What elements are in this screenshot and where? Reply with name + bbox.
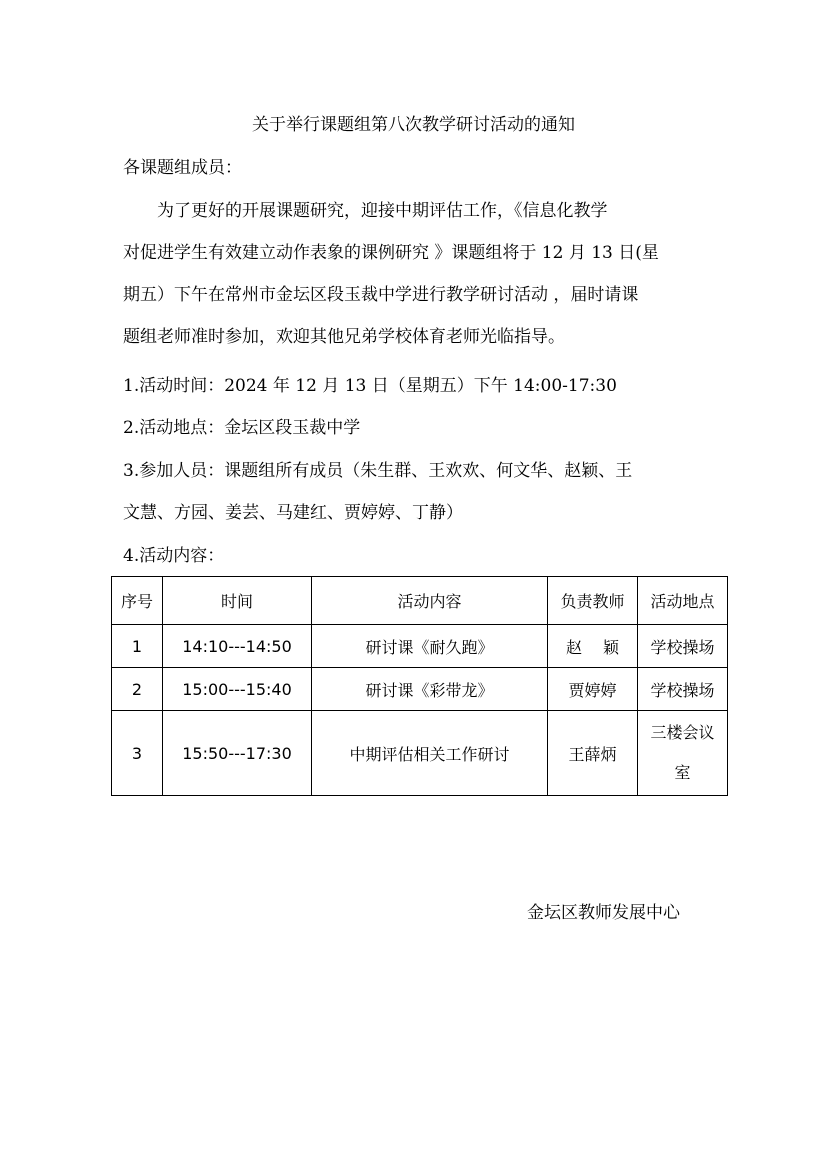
schedule-table: [111, 576, 728, 796]
cell-place: 学校操场: [638, 625, 728, 668]
table-header-row: [112, 577, 728, 625]
participants-line-1: 3.参加人员：课题组所有成员（朱生群、王欢欢、何文华、赵颖、王: [123, 461, 633, 481]
header-teacher: 负责教师: [548, 577, 638, 625]
activity-time: 1.活动时间：2024 年 12 月 13 日（星期五）下午 14:00-17:30: [123, 376, 617, 396]
participants-line-2: 文慧、方园、姜芸、马建红、贾婷婷、丁静）: [123, 503, 463, 523]
cell-no: 1: [112, 625, 163, 668]
activity-place: 2.活动地点：金坛区段玉裁中学: [123, 418, 361, 438]
body-line-1: 为了更好的开展课题研究，迎接中期评估工作，《信息化教学: [123, 201, 608, 221]
header-place: 活动地点: [638, 577, 728, 625]
signature: 金坛区教师发展中心: [527, 903, 680, 923]
cell-place: 学校操场: [638, 668, 728, 711]
notice-title: 关于举行课题组第八次教学研讨活动的通知: [252, 115, 575, 135]
cell-time: 15:50---17:30: [163, 711, 312, 796]
cell-no: 3: [112, 711, 163, 796]
body-line-3: 期五）下午在常州市金坛区段玉裁中学进行教学研讨活动 ，届时请课: [123, 285, 639, 305]
cell-time: 15:00---15:40: [163, 668, 312, 711]
cell-content: 中期评估相关工作研讨: [312, 711, 548, 796]
cell-teacher: 王薛炳: [548, 711, 638, 796]
greeting: 各课题组成员：: [123, 158, 242, 178]
cell-place-line-2: 室: [674, 763, 691, 782]
body-line-4: 题组老师准时参加，欢迎其他兄弟学校体育老师光临指导。: [123, 327, 565, 347]
cell-place: [638, 711, 728, 796]
cell-place-line-1: 三楼会议: [650, 723, 715, 742]
table-row: [112, 625, 728, 668]
header-time: 时间: [163, 577, 312, 625]
cell-time: 14:10---14:50: [163, 625, 312, 668]
activity-content-label: 4.活动内容：: [123, 546, 225, 566]
cell-teacher: 贾婷婷: [548, 668, 638, 711]
cell-content: 研讨课《彩带龙》: [312, 668, 548, 711]
cell-no: 2: [112, 668, 163, 711]
header-content: 活动内容: [312, 577, 548, 625]
cell-teacher: 赵 颖: [548, 625, 638, 668]
header-no: 序号: [112, 577, 163, 625]
cell-content: 研讨课《耐久跑》: [312, 625, 548, 668]
table-row: [112, 711, 728, 796]
body-line-2: 对促进学生有效建立动作表象的课例研究 》课题组将于 12 月 13 日(星: [123, 243, 659, 263]
table-row: [112, 668, 728, 711]
